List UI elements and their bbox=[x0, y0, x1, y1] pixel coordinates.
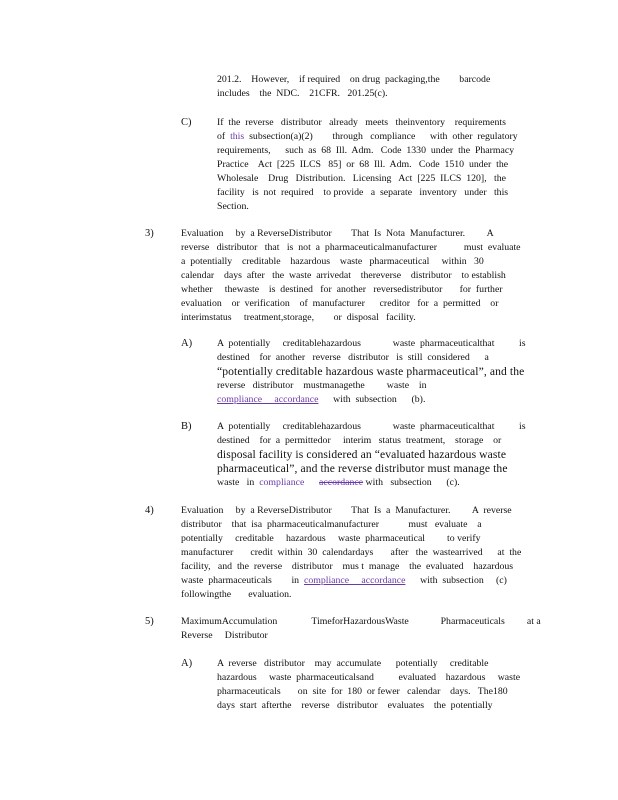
text-line: Reverse Distributor bbox=[181, 630, 268, 641]
item-marker-3a: A) bbox=[181, 338, 193, 349]
text-line: destined for another reverse distributor is still considered a bbox=[217, 352, 489, 363]
section-5a-paragraph bbox=[217, 657, 528, 713]
text-segment: with subsection (b). bbox=[318, 394, 426, 405]
text-line: evaluation or verification of manufacturer creditor for a permitted or bbox=[181, 298, 499, 309]
text-line: Section. bbox=[217, 201, 249, 212]
text-line: potentially creditable hazardous waste pharmaceutical to verify bbox=[181, 533, 481, 544]
inserted-text: compliance accordance bbox=[217, 394, 319, 405]
text-line: Wholesale Drug Distribution. Licensing Act [225 ILCS 120], the bbox=[217, 173, 506, 184]
item-marker-5a: A) bbox=[181, 658, 193, 669]
inserted-text: this bbox=[230, 131, 245, 142]
text-line: manufacturer credit within 30 calendardays after the wastearrived at the bbox=[181, 547, 522, 558]
section-4-paragraph bbox=[181, 504, 528, 602]
text-line: requirements, such as 68 Ill. Adm. Code 1330 under the Pharmacy bbox=[217, 145, 515, 156]
section-3b-paragraph bbox=[217, 420, 528, 490]
text-segment: subsection(a)(2) through compliance with other regulatory bbox=[244, 131, 518, 142]
text-line: interimstatus treatment,storage, or disposal facility. bbox=[181, 312, 416, 323]
text-line bbox=[217, 476, 528, 490]
section-number-3: 3) bbox=[145, 228, 154, 239]
text-line: a potentially creditable hazardous waste pharmaceutical within 30 bbox=[181, 256, 484, 267]
text-line: reverse distributor mustmanagethe waste in bbox=[217, 380, 427, 391]
paragraph-c bbox=[217, 116, 528, 214]
text-line bbox=[217, 393, 528, 407]
item-marker-3b: B) bbox=[181, 421, 192, 432]
text-line: If the reverse distributor already meets theinventory requirements bbox=[217, 117, 506, 128]
text-line: A potentially creditablehazardous waste pharmaceuticalthat is bbox=[217, 338, 526, 349]
text-line: pharmaceutical”, and the reverse distributor must manage the bbox=[217, 462, 508, 475]
section-number-4: 4) bbox=[145, 505, 154, 516]
deleted-text: accordance bbox=[319, 477, 364, 488]
item-marker-c: C) bbox=[181, 117, 192, 128]
text-line: reverse distributor that is not a pharmaceuticalmanufacturer must evaluate bbox=[181, 242, 521, 253]
text-line: Evaluation by a ReverseDistributor That Is Nota Manufacturer. A bbox=[181, 228, 494, 239]
text-line: facility, and the reverse distributor mus t manage the evaluated hazardous bbox=[181, 561, 514, 572]
text-line: “potentially creditable hazardous waste pharmaceutical”, and the bbox=[217, 365, 525, 378]
text-line: disposal facility is considered an “evaluated hazardous waste bbox=[217, 448, 507, 461]
text-segment: waste in bbox=[217, 477, 260, 488]
text-line: A reverse distributor may accumulate potentially creditable bbox=[217, 658, 489, 669]
text-line bbox=[181, 574, 528, 588]
text-line: whether thewaste is destined for another reversedistributor for further bbox=[181, 284, 503, 295]
section-5-heading bbox=[181, 615, 541, 643]
text-line: followingthe evaluation. bbox=[181, 589, 292, 600]
text-segment: with subsection (c) bbox=[405, 575, 507, 586]
section-number-5: 5) bbox=[145, 616, 154, 627]
text-line bbox=[217, 130, 528, 144]
text-line: A potentially creditablehazardous waste pharmaceuticalthat is bbox=[217, 421, 526, 432]
text-segment: of bbox=[217, 131, 231, 142]
section-3a-paragraph bbox=[217, 337, 528, 407]
text-line: 201.2. However, if required on drug packaging,the barcode bbox=[217, 74, 491, 85]
text-line: days start afterthe reverse distributor evaluates the potentially bbox=[217, 700, 493, 711]
inserted-text: compliance bbox=[259, 477, 305, 488]
text-segment: waste pharmaceuticals in bbox=[181, 575, 304, 586]
text-line: calendar days after the waste arrivedat thereverse distributor to establish bbox=[181, 270, 506, 281]
text-line: hazardous waste pharmaceuticalsand evaluated hazardous waste bbox=[217, 672, 521, 683]
text-line: pharmaceuticals on site for 180 or fewer calendar days. The180 bbox=[217, 686, 508, 697]
text-line: destined for a permittedor interim status treatment, storage or bbox=[217, 435, 502, 446]
continuation-paragraph bbox=[217, 73, 499, 101]
text-line: MaximumAccumulation TimeforHazardousWaste Pharmaceuticals at a bbox=[181, 616, 541, 627]
text-line: Evaluation by a ReverseDistributor That Is a Manufacturer. A reverse bbox=[181, 505, 512, 516]
text-line: includes the NDC. 21CFR. 201.25(c). bbox=[217, 88, 388, 99]
text-segment: with subsection (c). bbox=[363, 477, 460, 488]
section-3-paragraph bbox=[181, 227, 528, 325]
text-line: facility is not required to provide a separate inventory under this bbox=[217, 187, 509, 198]
inserted-text: compliance accordance bbox=[303, 575, 406, 586]
text-line: distributor that isa pharmaceuticalmanufacturer must evaluate a bbox=[181, 519, 482, 530]
text-line: Practice Act [225 ILCS 85] or 68 Ill. Adm. Code 1510 under the bbox=[217, 159, 509, 170]
